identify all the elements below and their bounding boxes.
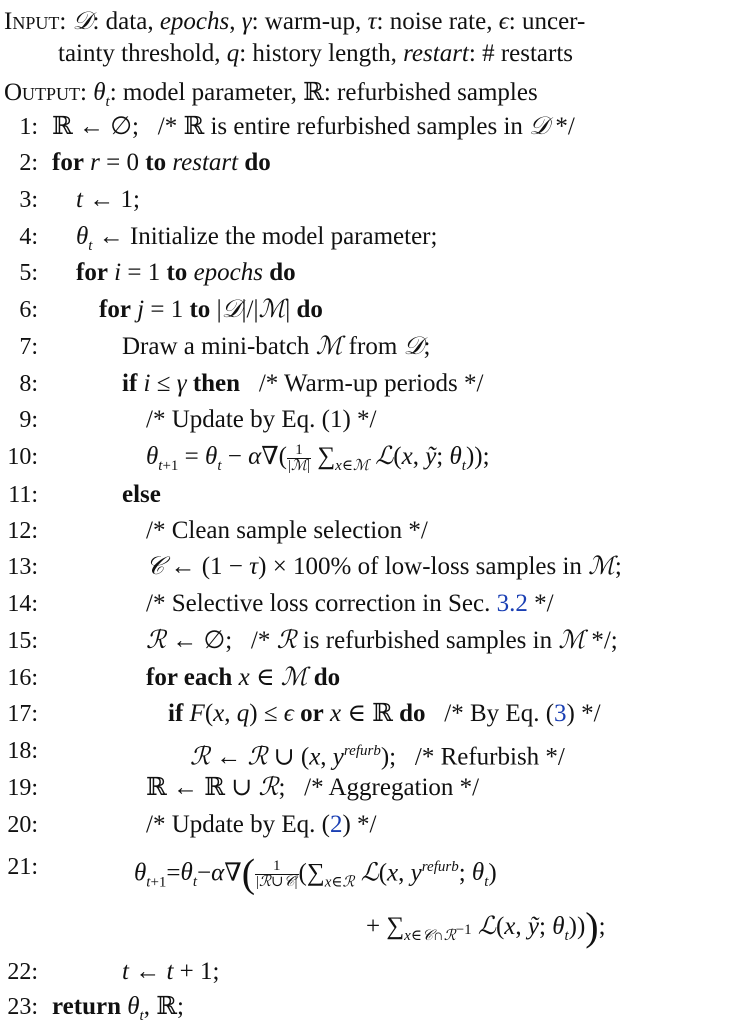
line-number: 3: <box>19 187 38 213</box>
line-number: 8: <box>19 371 38 397</box>
line-code: t ← t + 1; <box>122 958 220 985</box>
line-code-cont: + $\sum_{x\in 𝒞\cap ℛ^{-1}}$ ℒ(x, ỹ; $\theta_t$))); <box>366 904 606 949</box>
line-code: return $\theta_t$, ℝ; <box>52 993 184 1024</box>
line-number: 9: <box>19 407 38 433</box>
line-number: 21: <box>7 854 38 880</box>
line-number: 13: <box>7 554 38 580</box>
line-number: 10: <box>7 444 38 470</box>
output-text: $\theta_t$: model parameter, ℝ: refurbished samples <box>93 79 538 110</box>
line-number: 1: <box>19 114 38 140</box>
line-code: ℛ ← ∅; /* ℛ is refurbished samples in ℳ */; <box>146 627 618 654</box>
line-code: $\theta_t$ ← Initialize the model parameter; <box>76 223 438 254</box>
line-number: 22: <box>7 959 38 985</box>
line-code: t ← 1; <box>76 186 140 213</box>
line-number: 6: <box>19 297 38 323</box>
line-number: 4: <box>19 224 38 250</box>
line-number: 11: <box>8 482 38 508</box>
input-text-line2: tainty threshold, q: history length, restart: # restarts <box>58 40 574 67</box>
line-code: for r = 0 to restart do <box>52 149 271 176</box>
line-code: for i = 1 to epochs do <box>76 259 296 286</box>
line-number: 16: <box>7 665 38 691</box>
line-code: /* Selective loss correction in Sec. 3.2 */ <box>146 590 554 617</box>
output-label: Output: <box>4 79 87 106</box>
line-code: /* Update by Eq. (2) */ <box>146 811 377 838</box>
line-code: $\theta_{t+1}=\theta_t-\alpha\nabla$( $\frac{1}{\text{|ℛ∪𝒞|}}$ ($\sum_{x\in ℛ}$ ℒ(x, $y^{refurb}$; $\theta_t$) <box>134 850 497 896</box>
line-code: if i ≤ γ then /* Warm-up periods */ <box>122 370 484 397</box>
line-number: 5: <box>19 260 38 286</box>
input-label-line <box>4 8 585 36</box>
line-number: 18: <box>7 738 38 764</box>
line-code: for each x ∈ ℳ do <box>146 664 341 691</box>
line-code: if F(x, q) ≤ ϵ or x ∈ ℝ do /* By Eq. (3) */ <box>168 700 601 727</box>
else-keyword: else <box>122 481 161 508</box>
line-code: 𝒞 ← (1 − τ) × 100% of low-loss samples in ℳ; <box>146 553 622 580</box>
line-number: 17: <box>7 701 38 727</box>
line-number: 15: <box>7 628 38 654</box>
input-label: Input: <box>4 8 67 35</box>
line-number: 2: <box>19 150 38 176</box>
input-text-line1: 𝒟: data, epochs, γ: warm-up, τ: noise rate, ϵ: uncer- <box>72 8 586 35</box>
line-number: 12: <box>7 518 38 544</box>
line-number: 14: <box>7 591 38 617</box>
line-code: Draw a mini-batch ℳ from 𝒟; <box>122 333 431 360</box>
line-code: $\theta_{t+1} = \theta_t - \alpha\nabla$( $\frac{1}{\text{|ℳ|}}$ $\sum_{x\in ℳ}$ ℒ(x, ỹ; $\theta_t$)); <box>146 441 490 474</box>
output-line <box>4 77 538 111</box>
line-code: ℛ ← ℛ ∪ (x, $y^{refurb}$); /* Refurbish */ <box>190 743 565 771</box>
line-code: /* Clean sample selection */ <box>146 517 428 544</box>
line-number: 7: <box>19 334 38 360</box>
line-code: for j = 1 to |𝒟|/|ℳ| do <box>99 296 323 323</box>
line-code: /* Update by Eq. (1) */ <box>146 406 377 433</box>
line-number: 23: <box>7 994 38 1020</box>
line-code: ℝ ← ∅; /* ℝ is entire refurbished samples in 𝒟 */ <box>52 113 575 140</box>
line-code: ℝ ← ℝ ∪ ℛ; /* Aggregation */ <box>146 774 480 801</box>
line-number: 19: <box>7 775 38 801</box>
line-number: 20: <box>7 812 38 838</box>
line-code <box>122 480 161 510</box>
